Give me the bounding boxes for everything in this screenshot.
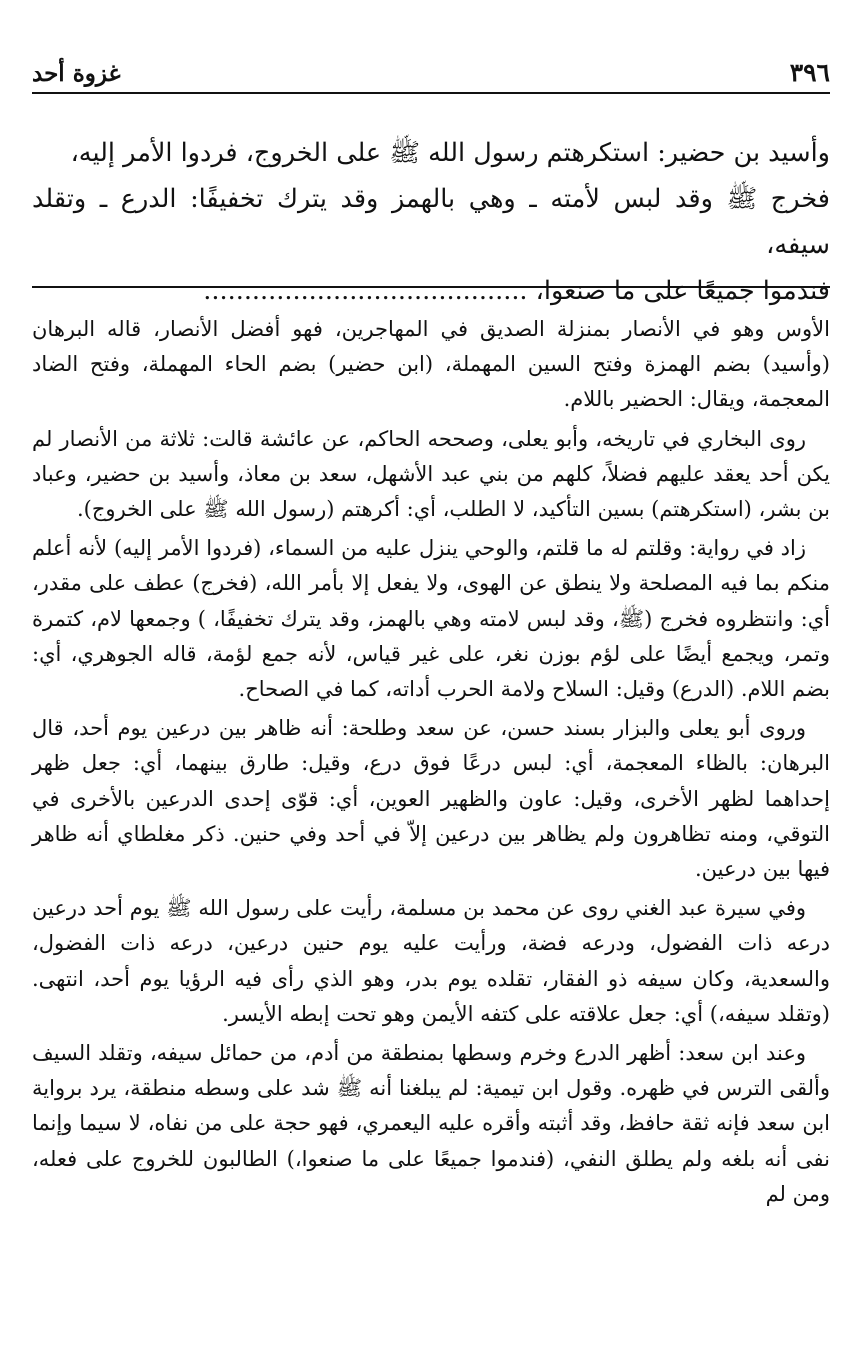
commentary-block xyxy=(32,312,830,1216)
commentary-paragraph: وروى أبو يعلى والبزار بسند حسن، عن سعد وطلحة: أنه ظاهر بين درعين يوم أحد، قال البرهان: بالظاء المعجمة، أي: لبس درعًا فوق درع، وقيل: طارق بينهما، أي: جعل ظهر إحداهما لظهر الأخرى، وقيل: عاون والظهير العوين، أي: قوّى إحدى الدرعين بالأخرى في التوقي، ومنه تظاهرون ولم يظاهر بين درعين إلاّ في أحد وفي حنين. ذكر مغلطاي أنه ظاهر فيها بين درعين. xyxy=(32,716,830,882)
commentary-paragraph: روى البخاري في تاريخه، وأبو يعلى، وصححه الحاكم، عن عائشة قالت: ثلاثة من الأنصار لم يكن أحد يعقد عليهم فضلاً، كلهم من بني عبد الأشهل، سعد بن معاذ، وأسيد بن حضير، وعباد بن بشر، (استكرهتم) بسين التأكيد، لا الطلب، أي: أكرهتم (رسول الله ﷺ على الخروج). xyxy=(32,426,830,522)
main-text-line: فخرج ﷺ وقد لبس لأمته ـ وهي بالهمز وقد يترك تخفيفًا: الدرع ـ وتقلد سيفه، xyxy=(32,184,830,260)
page-header xyxy=(32,58,830,94)
main-text-line: وأسيد بن حضير: استكرهتم رسول الله ﷺ على الخروج، فردوا الأمر إليه، xyxy=(70,138,830,168)
commentary-paragraph: زاد في رواية: وقلتم له ما قلتم، والوحي ينزل عليه من السماء، (فردوا الأمر إليه) لأنه أعلم منكم بما فيه المصلحة ولا ينطق عن الهوى، ولا يفعل إلا بأمر الله، (فخرج) عطف على مقدر، أي: وانتظروه فخرج (ﷺ، وقد لبس لامته وهي بالهمز، وقد يترك تخفيفًا، ) وجمعها لام، كتمرة وتمر، ويجمع أيضًا على لؤم بوزن نغر، على غير قياس، لأنه جمع لؤمة، قاله الجوهري، أي: بضم اللام. (الدرع) وقيل: السلاح ولامة الحرب أداته، كما في الصحاح. xyxy=(32,536,830,702)
commentary-paragraph: وعند ابن سعد: أظهر الدرع وخرم وسطها بمنطقة من أدم، من حمائل سيفه، وتقلد السيف وألقى الترس في ظهره. وقول ابن تيمية: لم يبلغنا أنه ﷺ شد على وسطه منطقة، يرد برواية ابن سعد فإنه ثقة حافظ، وقد أثبته وأقره عليه اليعمري، فهو حجة على من نفاه، لا سيما وإنما نفى أنه بلغه ولم يطلق النفي، (فندموا جميعًا على ما صنعوا،) الطالبون للخروج على فعله، ومن لم xyxy=(32,1041,830,1206)
commentary-paragraph: الأوس وهو في الأنصار بمنزلة الصديق في المهاجرين، فهو أفضل الأنصار، قاله البرهان (وأسيد) بضم الهمزة وفتح السين المهملة، (ابن حضير) بضم الحاء المهملة، وفتح الضاد المعجمة، ويقال: الحضير باللام. xyxy=(32,317,830,412)
commentary-paragraph: وفي سيرة عبد الغني روى عن محمد بن مسلمة، رأيت على رسول الله ﷺ يوم أحد درعين درعه ذات الفضول، ودرعه فضة، ورأيت عليه يوم حنين درعين، درعه ذات الفضول، والسعدية، وكان سيفه ذو الفقار، تقلده يوم بدر، وهو الذي رأى فيه الرؤيا يوم أحد، انتهى. (وتقلد سيفه،) أي: جعل علاقته على كتفه الأيمن وهو تحت إبطه الأيسر. xyxy=(32,896,830,1026)
page-number: ٣٩٦ xyxy=(789,58,830,87)
running-title: غزوة أحد xyxy=(32,60,121,87)
section-divider xyxy=(32,286,830,288)
main-text-line: فندموا جميعًا على ما صنعوا، ........................................ xyxy=(203,276,830,306)
